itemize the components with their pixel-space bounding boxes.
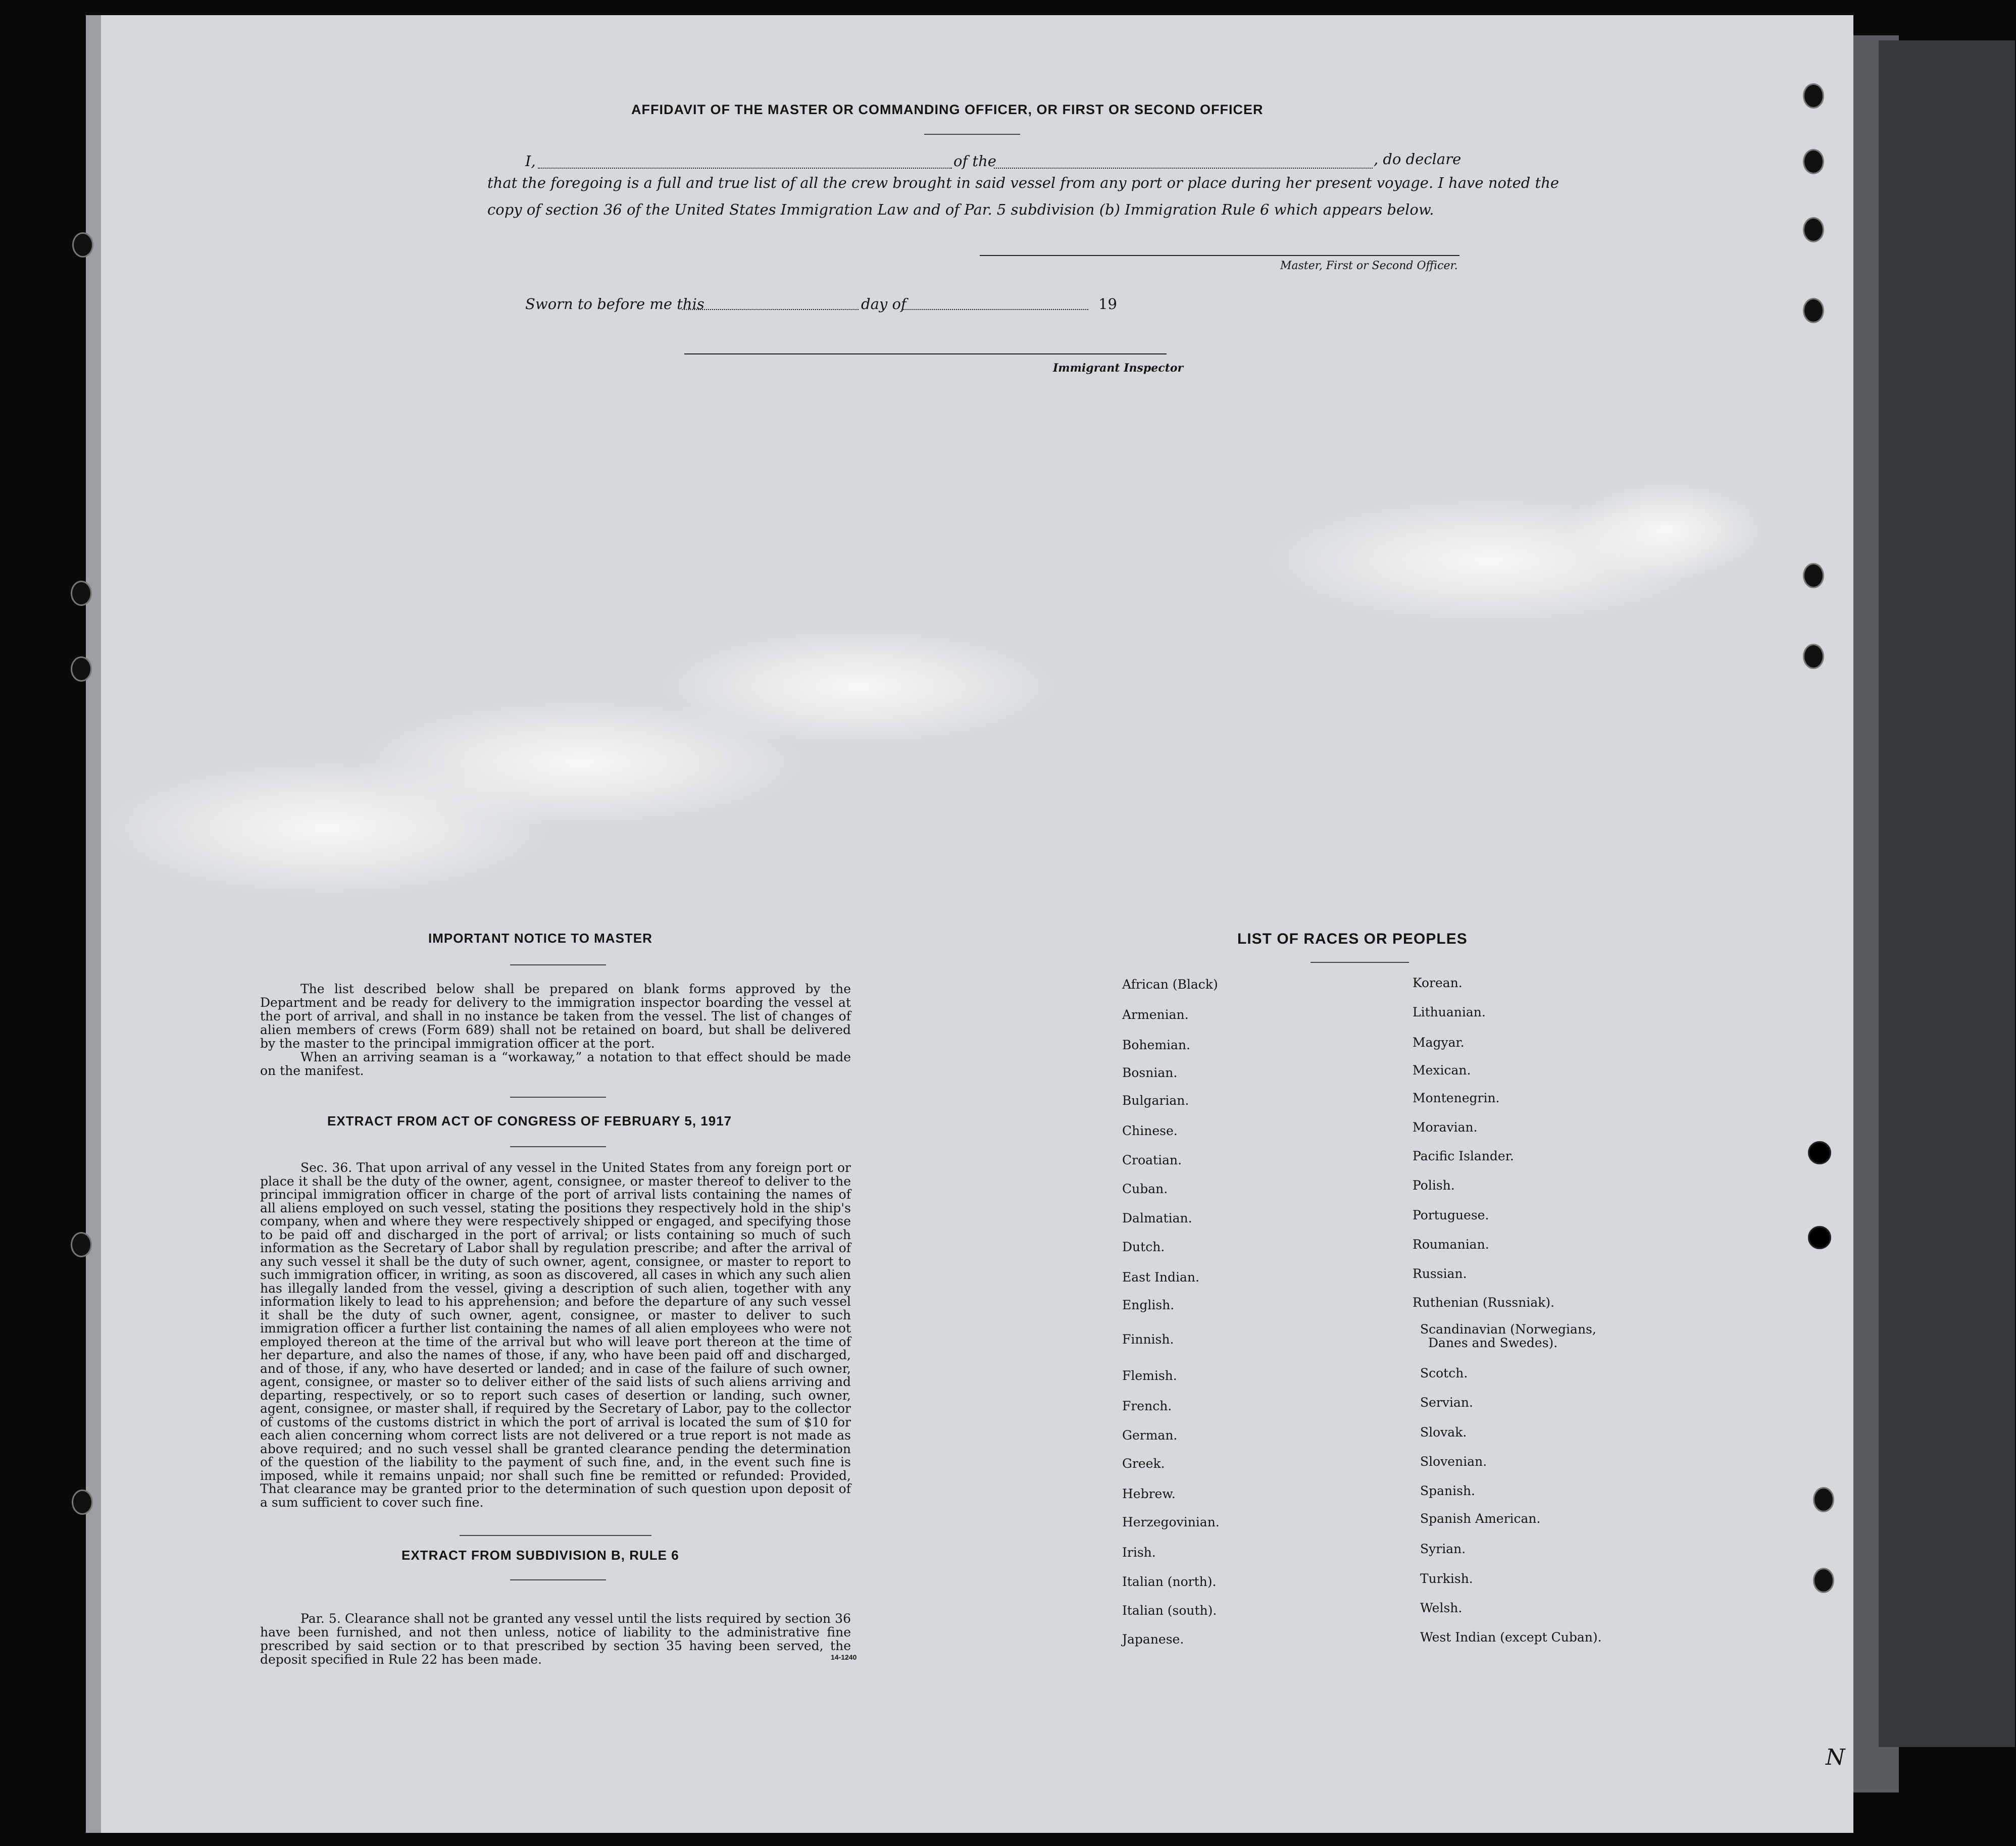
race-item: Scotch.: [1420, 1366, 1468, 1380]
race-item: Syrian.: [1420, 1542, 1466, 1556]
race-item: Scandinavian (Norwegians,: [1420, 1322, 1596, 1337]
race-item: Montenegrin.: [1413, 1091, 1500, 1105]
punch-hole: [1808, 1141, 1831, 1164]
extract-act-title: EXTRACT FROM ACT OF CONGRESS OF FEBRUARY 5, 1917: [327, 1113, 732, 1129]
race-item: English.: [1122, 1298, 1175, 1312]
race-item: Bohemian.: [1122, 1038, 1190, 1052]
sworn-label: Sworn to before me this: [525, 295, 704, 313]
race-item: Croatian.: [1122, 1153, 1182, 1167]
document-page: [86, 15, 1853, 1833]
race-item: Flemish.: [1122, 1368, 1177, 1383]
race-item: Spanish American.: [1420, 1511, 1541, 1526]
race-item: Chinese.: [1122, 1123, 1178, 1138]
notice-paragraph-1: The list described below shall be prepared on blank forms approved by the Department and be ready for delivery to the immigration inspector boarding the vessel at the port of arrival, and shall in no instance be taken from the vessel. The list of changes of alien members of crews (Form 689) shall not be retained on board, but shall be delivered by the master to the principal immigration officer at the port.: [260, 982, 851, 1051]
race-item: Hebrew.: [1122, 1486, 1176, 1501]
affidavit-declare-label: , do declare: [1374, 150, 1461, 168]
race-item: Pacific Islander.: [1413, 1149, 1514, 1163]
race-item: Dutch.: [1122, 1240, 1165, 1254]
day-of-label: day of: [861, 295, 906, 313]
race-item: Ruthenian (Russniak).: [1413, 1295, 1555, 1310]
race-item: Mexican.: [1413, 1063, 1471, 1078]
race-item: Korean.: [1413, 976, 1463, 990]
race-item: Japanese.: [1122, 1632, 1184, 1647]
race-item: Bulgarian.: [1122, 1093, 1189, 1108]
form-number: 14-1240: [831, 1653, 857, 1661]
race-item: Cuban.: [1122, 1182, 1168, 1196]
punch-hole: [1803, 149, 1824, 174]
race-item: Armenian.: [1122, 1007, 1189, 1022]
race-item: Finnish.: [1122, 1332, 1174, 1347]
race-item: East Indian.: [1122, 1270, 1199, 1285]
race-item: Portuguese.: [1413, 1208, 1489, 1222]
race-item: Italian (south).: [1122, 1603, 1217, 1618]
punch-hole: [71, 581, 92, 606]
race-item: Slovak.: [1420, 1425, 1467, 1440]
races-title: LIST OF RACES OR PEOPLES: [1237, 931, 1468, 947]
race-item: Roumanian.: [1413, 1237, 1489, 1252]
race-item: Spanish.: [1420, 1483, 1476, 1498]
affidavit-i-label: I,: [525, 152, 536, 170]
inspector-caption: Immigrant Inspector: [1053, 362, 1184, 375]
race-item: Herzegovinian.: [1122, 1515, 1220, 1529]
race-item: German.: [1122, 1428, 1178, 1443]
affidavit-of-the-label: of the: [953, 152, 996, 170]
race-item: West Indian (except Cuban).: [1420, 1630, 1602, 1645]
punch-hole: [1813, 1487, 1834, 1512]
race-item: Slovenian.: [1420, 1454, 1487, 1469]
punch-hole: [1803, 563, 1824, 588]
punch-hole: [1803, 298, 1824, 323]
punch-hole: [1813, 1568, 1834, 1593]
race-item: Russian.: [1413, 1266, 1467, 1281]
race-item: Lithuanian.: [1413, 1005, 1486, 1019]
year-label: 19: [1098, 295, 1117, 313]
notice-paragraph-2: When an arriving seaman is a “workaway,” a notation to that effect should be made on the manifest.: [260, 1050, 851, 1078]
race-item: Servian.: [1420, 1395, 1473, 1410]
signature-caption: Master, First or Second Officer.: [1280, 260, 1458, 272]
race-item: Polish.: [1413, 1178, 1455, 1193]
punch-hole: [71, 656, 92, 682]
affidavit-line3: copy of section 36 of the United States Immigration Law and of Par. 5 subdivision (b) Immigration Rule 6 which appears below.: [487, 201, 1434, 218]
race-item: Dalmatian.: [1122, 1211, 1192, 1225]
race-item: Bosnian.: [1122, 1065, 1178, 1080]
race-item: Greek.: [1122, 1456, 1165, 1471]
punch-hole: [72, 232, 93, 258]
race-item: Italian (north).: [1122, 1574, 1217, 1589]
background-sheet: [1879, 40, 2015, 1747]
margin-mark: N: [1826, 1745, 1845, 1770]
extract-rule-title: EXTRACT FROM SUBDIVISION B, RULE 6: [401, 1548, 679, 1563]
race-item: Irish.: [1122, 1545, 1156, 1560]
affidavit-title: AFFIDAVIT OF THE MASTER OR COMMANDING OFFICER, OR FIRST OR SECOND OFFICER: [631, 102, 1264, 117]
punch-hole: [1803, 644, 1824, 669]
race-item: Danes and Swedes).: [1428, 1336, 1558, 1350]
race-item: Magyar.: [1413, 1035, 1465, 1050]
affidavit-line2: that the foregoing is a full and true list of all the crew brought in said vessel from any port or place during her present voyage. I have noted the: [487, 174, 1559, 191]
extract-act-text: Sec. 36. That upon arrival of any vessel in the United States from any foreign port or place it shall be the duty of the owner, agent, consignee, or master thereof to deliver to the principal immigration officer in charge of the port of arrival lists containing the names of all aliens employed on such vessel, stating the positions they respectively hold in the ship's company, when and where they were respectively shipped or engaged, and specifying those to be paid off and discharged in the port of arrival; or lists containing so much of such information as the Secretary of Labor shall by regulation prescribe; and after the arrival of any such vessel it shall be the duty of such owner, agent, consignee, or master to report to such immigration officer, in writing, as soon as discovered, all cases in which any such alien has illegally landed from the vessel, giving a description of such alien, together with any information likely to lead to his apprehension; and before the departure of any such vessel it shall be the duty of such owner, agent, consignee, or master to deliver to such immigration officer a further list containing the names of all alien employees who were not employed thereon at the time of the arrival but who will leave port thereon at the time of her departure, and also the names of those, if any, who have been paid off and discharged, and of those, if any, who have deserted or landed; and in case of the failure of such owner, agent, consignee, or master so to deliver either of the said lists of such aliens arriving and departing, respectively, or so to report such cases of desertion or landing, such owner, agent, consignee, or master shall, if required by the Secretary of Labor, pay to the collector of customs of the customs district in which the port of arrival is located the sum of $10 for each alien concerning whom correct lists are not delivered or a true report is not made as above required; and no such vessel shall be granted clearance pending the determination of the question of the liability to the payment of such fine, and, in the event such fine is imposed, while it remains unpaid; nor shall such fine be remitted or refunded: Provided, That clearance may be granted prior to the determination of such question upon deposit of a sum sufficient to cover such fine.: [260, 1160, 851, 1510]
punch-hole: [1803, 217, 1824, 242]
punch-hole: [71, 1232, 92, 1257]
race-item: African (Black): [1122, 977, 1218, 992]
race-item: Moravian.: [1413, 1120, 1478, 1135]
notice-title: IMPORTANT NOTICE TO MASTER: [428, 931, 652, 946]
race-item: French.: [1122, 1399, 1172, 1413]
punch-hole: [72, 1490, 93, 1515]
punch-hole: [1803, 83, 1824, 109]
punch-hole: [1808, 1226, 1831, 1249]
race-item: Welsh.: [1420, 1601, 1463, 1615]
race-item: Turkish.: [1420, 1571, 1473, 1586]
extract-rule-text: Par. 5. Clearance shall not be granted any vessel until the lists required by section 36 have been furnished, and not then unless, notice of liability to the administrative fine prescribed by said section or to that prescribed by section 35 having been served, the deposit specified in Rule 22 has been made.: [260, 1611, 851, 1667]
